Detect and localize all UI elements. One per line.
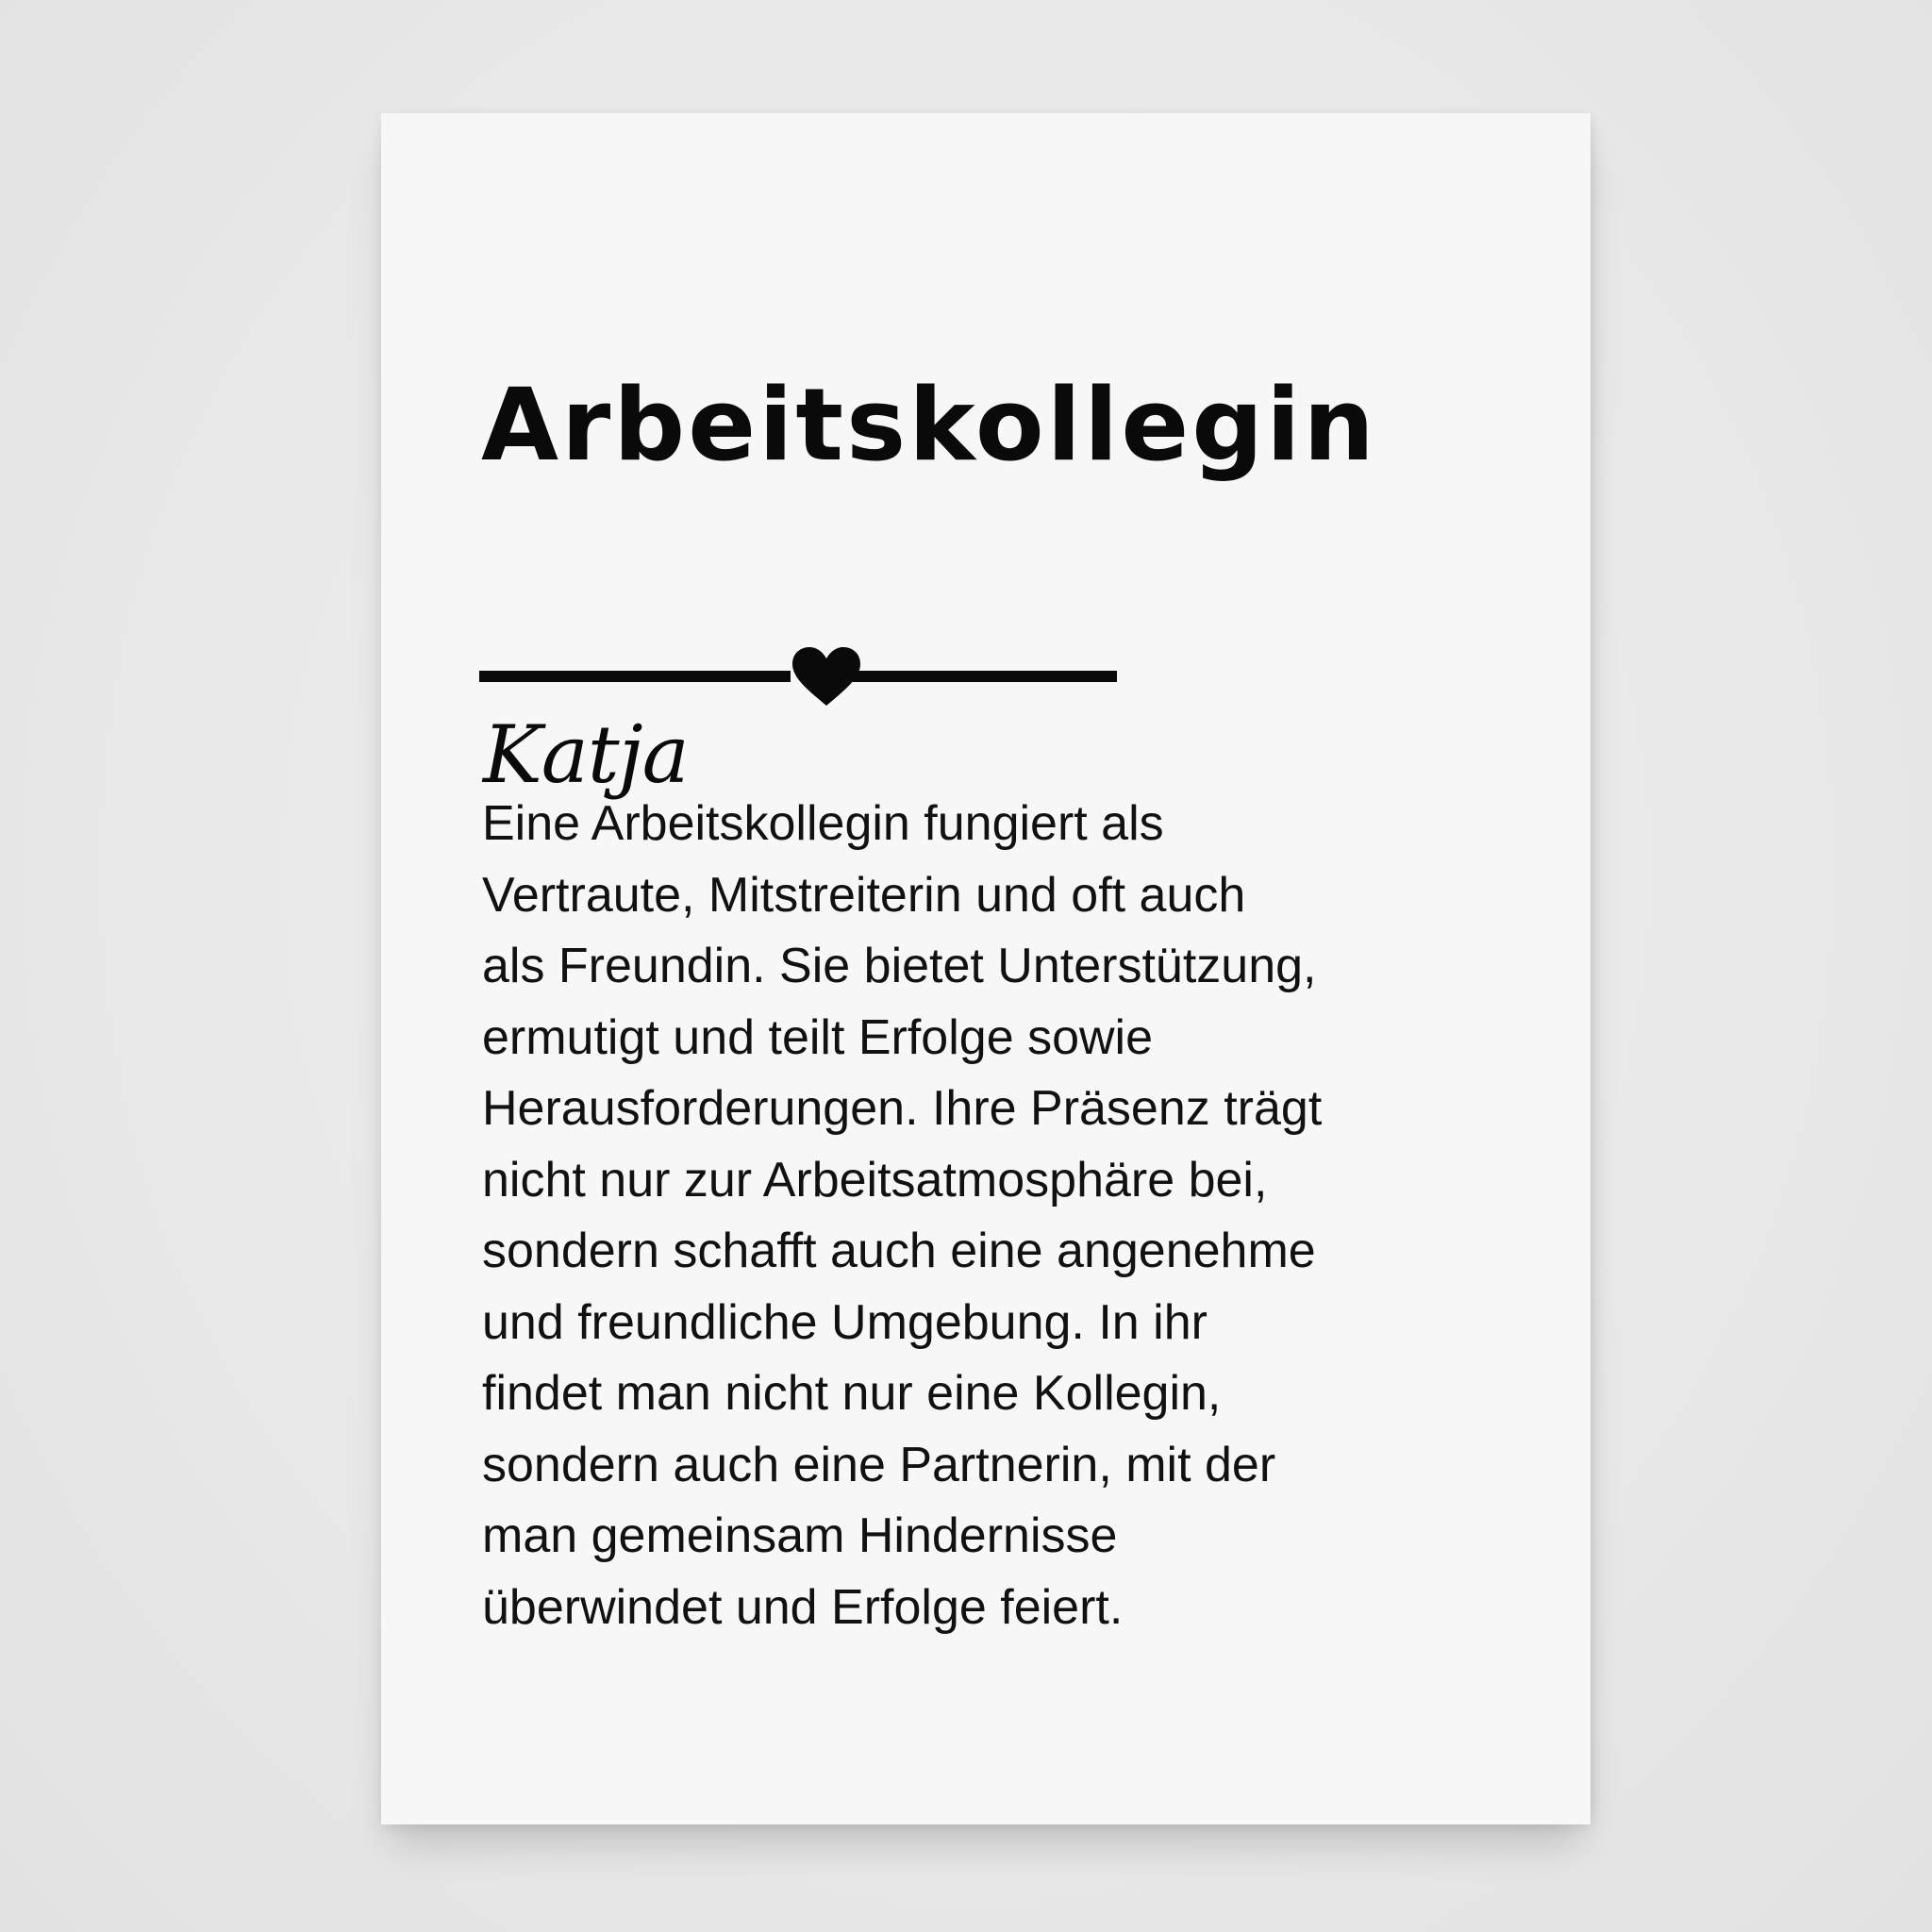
definition-line: Eine Arbeitskollegin fungiert als	[482, 796, 1164, 851]
definition-line: sondern schafft auch eine angenehme	[482, 1224, 1316, 1278]
definition-line: Herausforderungen. Ihre Präsenz trägt	[482, 1081, 1323, 1136]
divider-line-left	[479, 671, 791, 682]
recipient-name: Katja	[483, 708, 689, 801]
definition-line: findet man nicht nur eine Kollegin,	[482, 1366, 1222, 1421]
definition-line: man gemeinsam Hindernisse	[482, 1508, 1118, 1563]
definition-line: überwindet und Erfolge feiert.	[482, 1579, 1124, 1635]
definition-line: ermutigt und teilt Erfolge sowie	[482, 1009, 1154, 1065]
definition-line: Vertraute, Mitstreiterin und oft auch	[482, 867, 1246, 923]
heart-divider	[479, 643, 1117, 709]
poster-title: Arbeitskollegin	[481, 367, 1377, 483]
definition-line: sondern auch eine Partnerin, mit der	[482, 1437, 1276, 1492]
definition-line: und freundliche Umgebung. In ihr	[482, 1294, 1208, 1350]
definition-line: als Freundin. Sie bietet Unterstützung,	[482, 939, 1317, 993]
poster	[381, 113, 1591, 1824]
heart-icon	[792, 647, 860, 706]
definition-line: nicht nur zur Arbeitsatmosphäre bei,	[482, 1152, 1268, 1208]
definition-text	[482, 789, 1529, 1643]
